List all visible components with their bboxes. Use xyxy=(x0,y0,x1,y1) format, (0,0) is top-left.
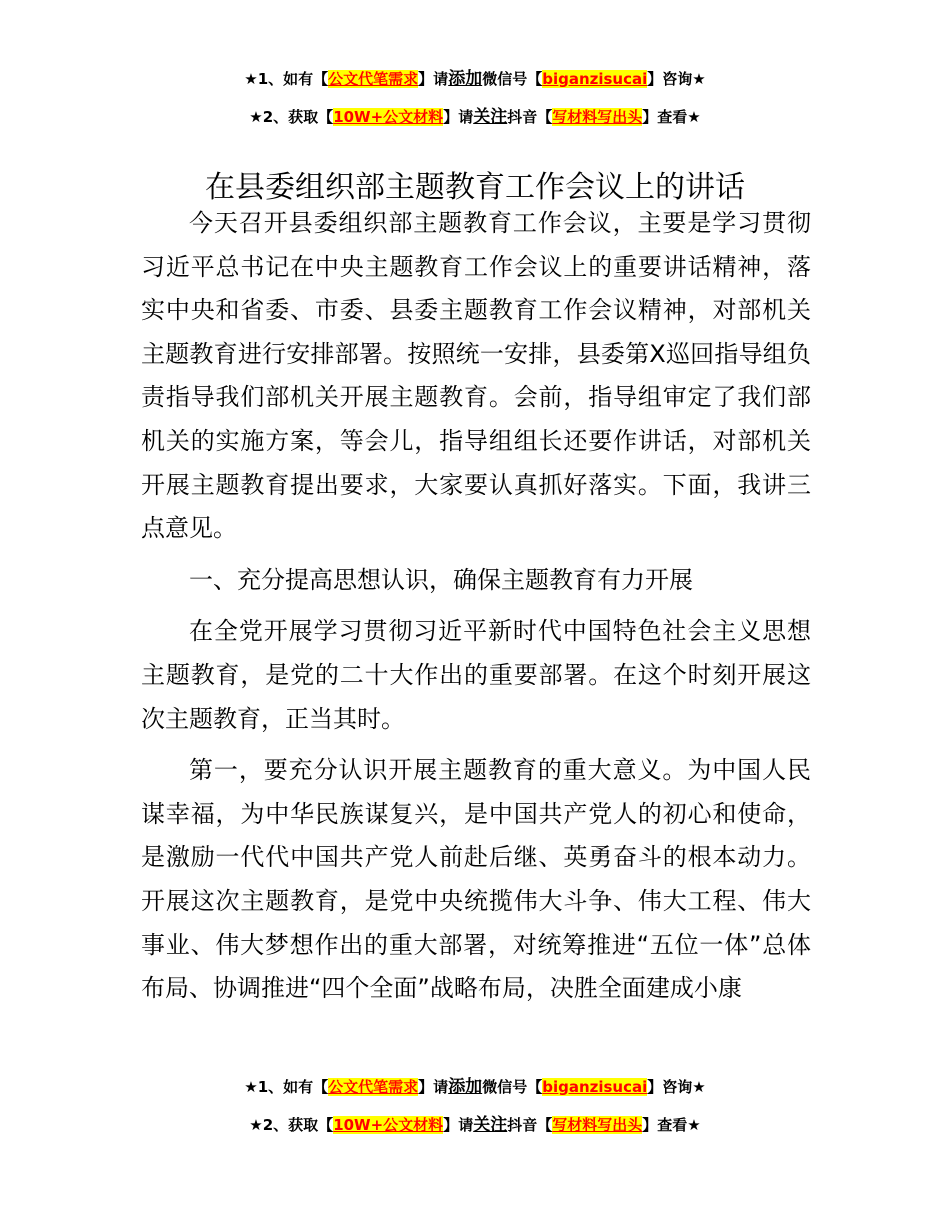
document-title: 在县委组织部主题教育工作会议上的讲话 xyxy=(205,170,745,206)
banner-text: ★1、如有【 xyxy=(244,70,329,88)
banner-highlight: 10W+公文材料 xyxy=(333,1116,444,1134)
banner-highlight: 10W+公文材料 xyxy=(333,108,444,126)
promo-banner-top-line-1 xyxy=(0,69,950,89)
banner-text: 】查看★ xyxy=(642,1116,701,1134)
banner-text: 微信号【 xyxy=(482,1078,543,1096)
banner-text: 微信号【 xyxy=(482,70,543,88)
banner-text: 】请 xyxy=(418,70,449,88)
banner-highlight: biganzisucai xyxy=(542,1078,648,1096)
banner-emphasis: 添加 xyxy=(448,1077,483,1097)
banner-text: 抖音【 xyxy=(507,108,553,126)
banner-highlight: biganzisucai xyxy=(542,70,648,88)
banner-text: 】请 xyxy=(443,1116,474,1134)
paragraph: 在全党开展学习贯彻习近平新时代中国特色社会主义思想主题教育，是党的二十大作出的重要部署。在这个时刻开展这次主题教育，正当其时。 xyxy=(141,617,811,733)
section-heading: 一、充分提高思想认识，确保主题教育有力开展 xyxy=(189,565,693,594)
banner-text: 】查看★ xyxy=(642,108,701,126)
banner-text: ★2、获取【 xyxy=(249,108,334,126)
banner-emphasis: 关注 xyxy=(473,1115,508,1135)
promo-banner-top-line-2 xyxy=(0,107,950,127)
banner-highlight: 公文代笔需求 xyxy=(328,1078,419,1096)
paragraph: 第一，要充分认识开展主题教育的重大意义。为中国人民谋幸福，为中华民族谋复兴，是中国共产党人的初心和使命，是激励一代代中国共产党人前赴后继、英勇奋斗的根本动力。开展这次主题教育，是党中央统揽伟大斗争、伟大工程、伟大事业、伟大梦想作出的重大部署，对统筹推进“五位一体”总体布局、协调推进“四个全面”战略布局，决胜全面建成小康 xyxy=(141,756,811,1003)
banner-emphasis: 添加 xyxy=(448,69,483,89)
banner-highlight: 写材料写出头 xyxy=(552,108,643,126)
banner-text: 】咨询★ xyxy=(647,70,706,88)
promo-banner-bottom-line-1 xyxy=(0,1077,950,1097)
banner-emphasis: 关注 xyxy=(473,107,508,127)
paragraph-intro: 今天召开县委组织部主题教育工作会议，主要是学习贯彻习近平总书记在中央主题教育工作会议上的重要讲话精神，落实中央和省委、市委、县委主题教育工作会议精神，对部机关主题教育进行安排部署。按照统一安排，县委第X巡回指导组负责指导我们部机关开展主题教育。会前，指导组审定了我们部机关的实施方案，等会儿，指导组组长还要作讲话，对部机关开展主题教育提出要求，大家要认真抓好落实。下面，我讲三点意见。 xyxy=(141,209,811,543)
banner-text: ★2、获取【 xyxy=(249,1116,334,1134)
document-body xyxy=(141,202,811,1011)
banner-text: 】请 xyxy=(443,108,474,126)
banner-text: 抖音【 xyxy=(507,1116,553,1134)
promo-banner-bottom-line-2 xyxy=(0,1115,950,1135)
banner-highlight: 写材料写出头 xyxy=(552,1116,643,1134)
banner-highlight: 公文代笔需求 xyxy=(328,70,419,88)
banner-text: ★1、如有【 xyxy=(244,1078,329,1096)
banner-text: 】请 xyxy=(418,1078,449,1096)
banner-text: 】咨询★ xyxy=(647,1078,706,1096)
